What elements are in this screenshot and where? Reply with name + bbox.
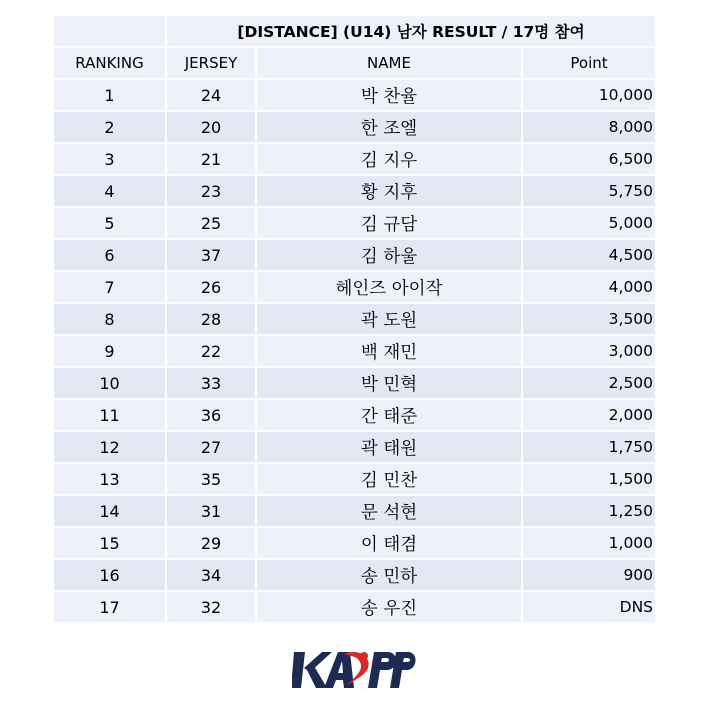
results-body [54,80,655,624]
name-cell: 박 민혁 [257,368,523,400]
jersey-cell: 36 [167,400,257,432]
point-cell: 1,250 [523,496,655,528]
point-header: Point [523,48,655,80]
name-cell: 문 석현 [257,496,523,528]
jersey-cell: 33 [167,368,257,400]
point-cell: 4,500 [523,240,655,272]
table-row [54,272,655,304]
ranking-cell: 15 [54,528,167,560]
point-cell: 2,500 [523,368,655,400]
point-cell: 10,000 [523,80,655,112]
ranking-cell: 16 [54,560,167,592]
jersey-cell: 28 [167,304,257,336]
name-header: NAME [257,48,523,80]
ranking-cell: 13 [54,464,167,496]
ranking-cell: 17 [54,592,167,624]
table-row [54,336,655,368]
header-row [54,48,655,80]
name-cell: 곽 태원 [257,432,523,464]
jersey-cell: 32 [167,592,257,624]
title-blank-cell [54,16,167,48]
point-cell: 8,000 [523,112,655,144]
ranking-cell: 10 [54,368,167,400]
results-table-container [54,16,655,624]
name-cell: 김 지우 [257,144,523,176]
ranking-cell: 5 [54,208,167,240]
ranking-cell: 2 [54,112,167,144]
table-row [54,80,655,112]
point-cell: 4,000 [523,272,655,304]
table-row [54,112,655,144]
table-row [54,560,655,592]
point-cell: 3,500 [523,304,655,336]
point-cell: 5,000 [523,208,655,240]
point-cell: 3,000 [523,336,655,368]
kapp-logo [292,646,416,694]
ranking-cell: 1 [54,80,167,112]
name-cell: 김 민찬 [257,464,523,496]
title-row [54,16,655,48]
table-row [54,528,655,560]
name-cell: 황 지후 [257,176,523,208]
jersey-cell: 23 [167,176,257,208]
name-cell: 김 하울 [257,240,523,272]
ranking-cell: 6 [54,240,167,272]
table-row [54,208,655,240]
name-cell: 김 규담 [257,208,523,240]
jersey-cell: 37 [167,240,257,272]
ranking-cell: 12 [54,432,167,464]
point-cell: 1,000 [523,528,655,560]
point-cell: 900 [523,560,655,592]
table-row [54,496,655,528]
table-row [54,304,655,336]
kapp-logo-mark [292,646,416,694]
point-cell: 1,500 [523,464,655,496]
name-cell: 송 민하 [257,560,523,592]
ranking-cell: 8 [54,304,167,336]
jersey-header: JERSEY [167,48,257,80]
name-cell: 송 우진 [257,592,523,624]
ranking-cell: 11 [54,400,167,432]
name-cell: 한 조엘 [257,112,523,144]
name-cell: 백 재민 [257,336,523,368]
jersey-cell: 34 [167,560,257,592]
table-row [54,400,655,432]
ranking-cell: 14 [54,496,167,528]
jersey-cell: 31 [167,496,257,528]
point-cell: 1,750 [523,432,655,464]
table-row [54,240,655,272]
jersey-cell: 25 [167,208,257,240]
jersey-cell: 27 [167,432,257,464]
table-row [54,432,655,464]
table-row [54,464,655,496]
ranking-cell: 7 [54,272,167,304]
point-cell: 5,750 [523,176,655,208]
jersey-cell: 29 [167,528,257,560]
point-cell: 6,500 [523,144,655,176]
table-row [54,368,655,400]
jersey-cell: 21 [167,144,257,176]
ranking-header: RANKING [54,48,167,80]
jersey-cell: 20 [167,112,257,144]
table-row [54,176,655,208]
name-cell: 박 찬율 [257,80,523,112]
table-row [54,144,655,176]
jersey-cell: 26 [167,272,257,304]
jersey-cell: 35 [167,464,257,496]
name-cell: 곽 도원 [257,304,523,336]
name-cell: 간 태준 [257,400,523,432]
jersey-cell: 22 [167,336,257,368]
table-row [54,592,655,624]
ranking-cell: 9 [54,336,167,368]
ranking-cell: 4 [54,176,167,208]
name-cell: 헤인즈 아이작 [257,272,523,304]
point-cell: 2,000 [523,400,655,432]
ranking-cell: 3 [54,144,167,176]
name-cell: 이 태겸 [257,528,523,560]
jersey-cell: 24 [167,80,257,112]
table-title: [DISTANCE] (U14) 남자 RESULT / 17명 참여 [167,16,655,48]
results-table [54,16,655,624]
point-cell: DNS [523,592,655,624]
